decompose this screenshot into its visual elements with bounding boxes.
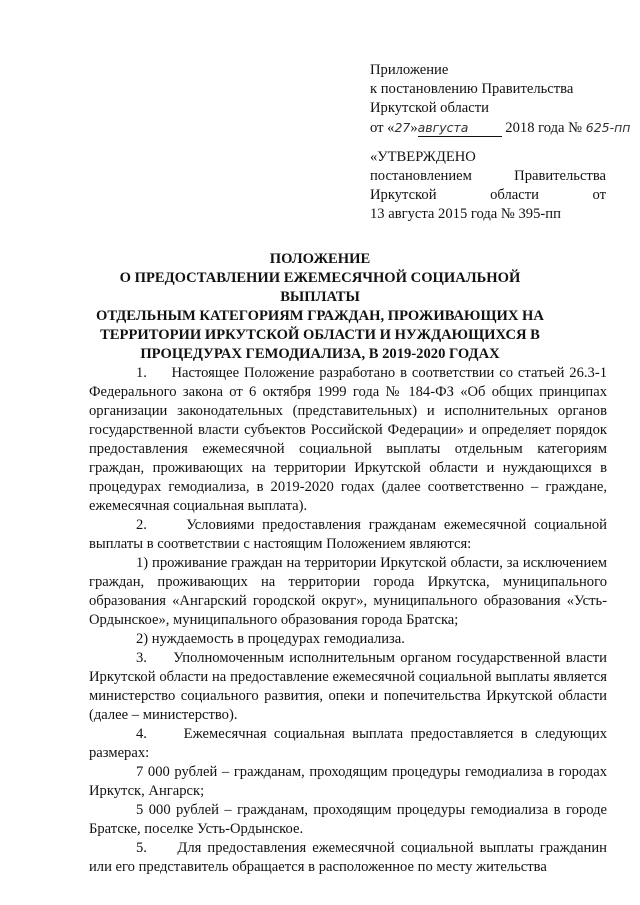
paragraph-2-item-1: 1) проживание граждан на территории Иркутской области, за исключением граждан, проживающих на территории города Иркутска, муниципального образования «Ангарский городской округ», муниципального образования «Усть-Ордынское», муниципального образования города Братска; [89, 555, 607, 628]
paragraph-4-amount-2: 5 000 рублей – гражданам, проходящим процедуры гемодиализа в городе Братске, поселке Усть-Ордынское. [89, 802, 607, 837]
approved-block [370, 148, 606, 224]
paragraph-4: 4. Ежемесячная социальная выплата предоставляется в следующих размерах: [89, 726, 607, 761]
date-suffix: 2018 года № [505, 120, 583, 136]
date-month: августа [417, 120, 469, 135]
paragraph-5: 5. Для предоставления ежемесячной социальной выплаты гражданин или его представитель обращается в расположенное по месту жительства [89, 840, 607, 875]
appendix-region: Иркутской области [370, 100, 489, 116]
approved-heading: «УТВЕРЖДЕНО [370, 149, 476, 165]
paragraph-2: 2. Условиями предоставления гражданам ежемесячной социальной выплаты в соответствии с настоящим Положением являются: [89, 517, 607, 552]
paragraph-2-item-2: 2) нуждаемость в процедурах гемодиализа. [136, 631, 405, 647]
date-prefix: от « [370, 120, 395, 136]
appendix-date-line [370, 118, 632, 138]
document-body [89, 364, 607, 877]
date-mid: » [410, 120, 418, 136]
approved-date: 13 августа 2015 года № 395-пп [370, 206, 561, 222]
paragraph-1: 1. Настоящее Положение разработано в соответствии со статьей 26.3-1 Федерального закона от 6 октября 1999 года № 184-ФЗ «Об общих принципах организации законодательных (представительных) и исполнительных органов государственной власти субъектов Российской Федерации» и определяет порядок предоставления ежемесячной социальной выплаты отдельным категориям граждан, проживающих на территории Иркутской области и нуждающихся в процедурах гемодиализа, в 2019-2020 годах (далее соответственно – граждане, ежемесячная социальная выплата). [89, 365, 607, 514]
title-line-5: ПРОЦЕДУРАХ ГЕМОДИАЛИЗА, В 2019-2020 ГОДАХ [140, 346, 500, 362]
title-line-4: ТЕРРИТОРИИ ИРКУТСКОЙ ОБЛАСТИ И НУЖДАЮЩИХСЯ В [100, 327, 540, 343]
title-line-1: ПОЛОЖЕНИЕ [269, 251, 371, 267]
appendix-decree: к постановлению Правительства [370, 81, 574, 97]
title-line-2: О ПРЕДОСТАВЛЕНИИ ЕЖЕМЕСЯЧНОЙ СОЦИАЛЬНОЙ ВЫПЛАТЫ [119, 270, 521, 305]
date-number: 625-пп [585, 120, 631, 135]
approved-decree: постановлением Правительства [370, 168, 606, 184]
paragraph-3: 3. Уполномоченным исполнительным органом государственной власти Иркутской области на предоставление ежемесячной социальной выплаты является министерство социального развития, опеки и попечительства Иркутской области (далее – министерство). [89, 650, 607, 723]
date-day: 27 [394, 120, 411, 135]
paragraph-4-amount-1: 7 000 рублей – гражданам, проходящим процедуры гемодиализа в городах Иркутск, Ангарск; [89, 764, 607, 799]
title-line-3: ОТДЕЛЬНЫМ КАТЕГОРИЯМ ГРАЖДАН, ПРОЖИВАЮЩИХ НА [96, 308, 544, 324]
approved-region: Иркутской области от [370, 187, 606, 203]
document-title [95, 250, 545, 364]
date-month-field [418, 120, 502, 137]
appendix-block [370, 61, 632, 138]
appendix-title: Приложение [370, 62, 449, 78]
